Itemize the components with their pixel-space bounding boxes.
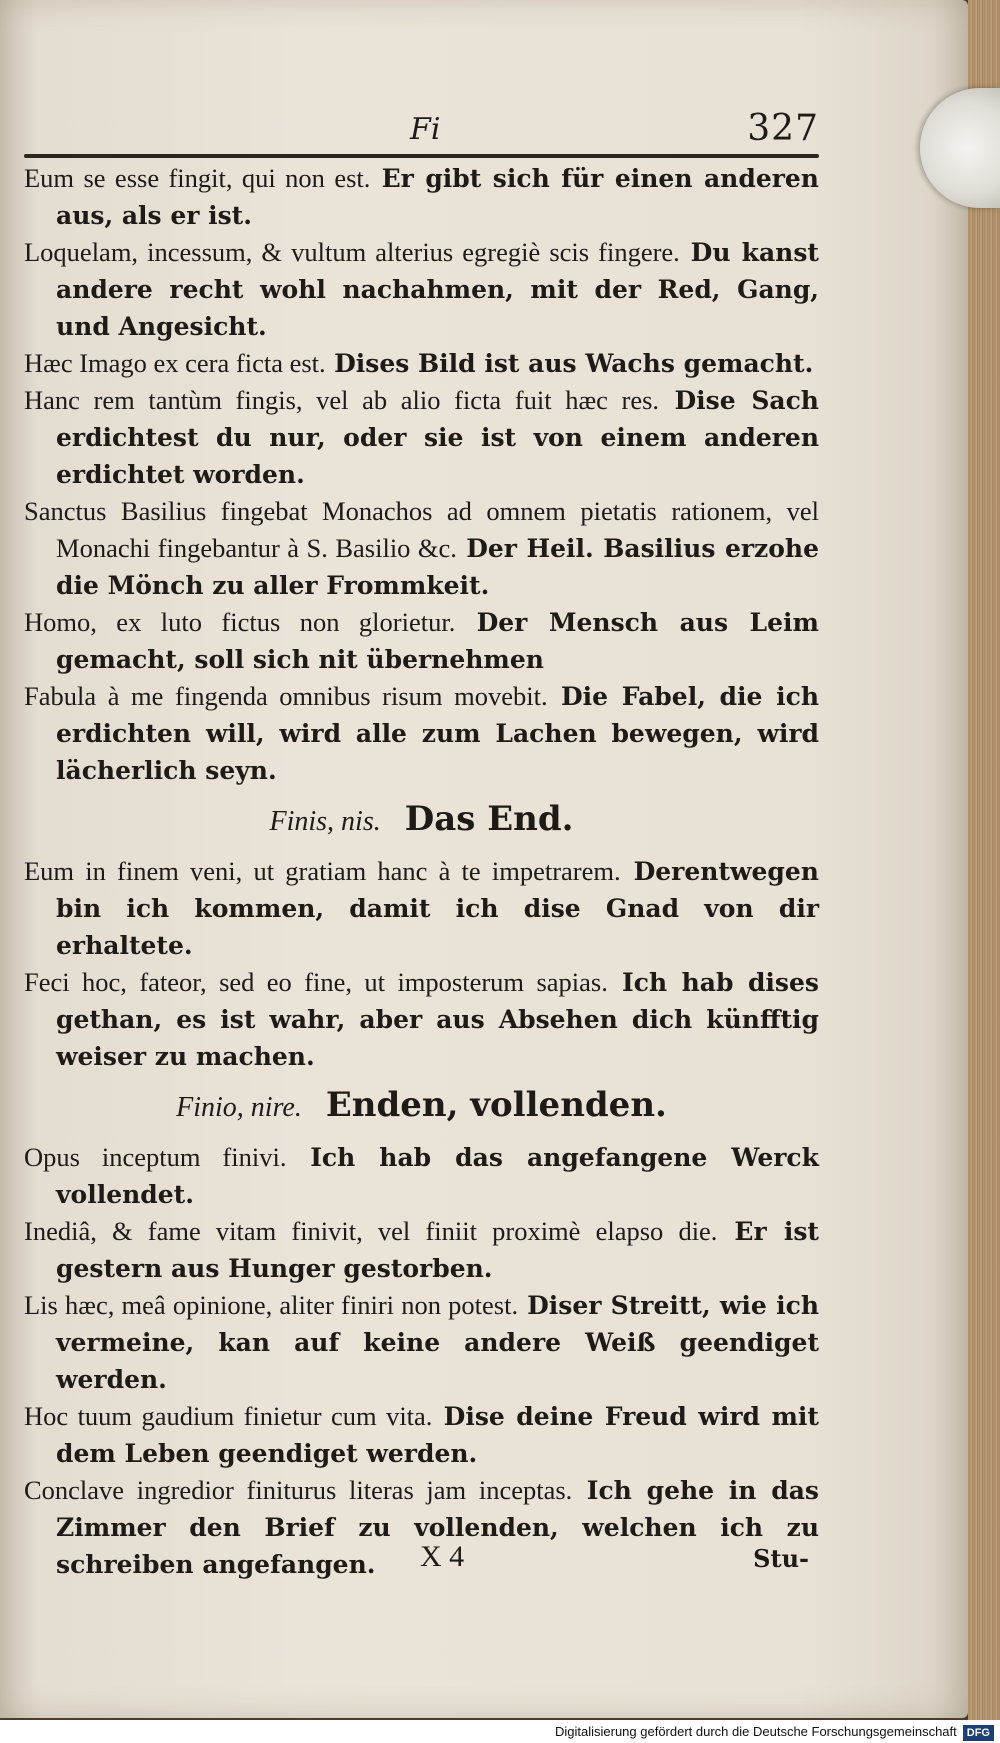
german-translation: Dises Bild ist aus Wachs gemacht.	[334, 349, 814, 378]
german-translation: Er gibt sich für einen anderen aus, als er ist.	[56, 164, 819, 230]
german-translation: Der Heil. Basilius erzohe die Mönch zu aller Frommkeit.	[56, 534, 819, 600]
page-number: 327	[747, 108, 819, 149]
entry-group-fingo	[24, 160, 819, 789]
page-body	[24, 160, 819, 1583]
dictionary-entry	[24, 853, 819, 964]
dfg-logo-icon: DFG	[963, 1725, 994, 1741]
german-translation: Der Mensch aus Leim gemacht, soll sich nit übernehmen	[56, 608, 819, 674]
dictionary-entry	[24, 493, 819, 604]
latin-phrase: Lis hæc, meâ opinione, aliter finiri non potest.	[24, 1290, 519, 1320]
latin-phrase: Eum se esse fingit, qui non est.	[24, 163, 371, 193]
dictionary-entry	[24, 1213, 819, 1287]
german-translation: Derentwegen bin ich kommen, damit ich dise Gnad von dir erhaltete.	[56, 857, 819, 960]
book-fore-edge	[968, 0, 1000, 1720]
latin-phrase: Hanc rem tantùm fingis, vel ab alio ficta fuit hæc res.	[24, 385, 660, 415]
dictionary-entry	[24, 234, 819, 345]
latin-phrase: Conclave ingredior finiturus literas jam inceptas.	[24, 1475, 573, 1505]
dictionary-entry	[24, 604, 819, 678]
latin-phrase: Inediâ, & fame vitam finivit, vel finiit proximè elapso die.	[24, 1216, 718, 1246]
latin-phrase: Hæc Imago ex cera ficta est.	[24, 348, 326, 378]
german-translation: Er ist gestern aus Hunger gestorben.	[56, 1217, 819, 1283]
dictionary-entry	[24, 1139, 819, 1213]
latin-phrase: Loquelam, incessum, & vultum alterius egregiè scis fingere.	[24, 237, 680, 267]
german-translation: Du kanst andere recht wohl nachahmen, mit der Red, Gang, und Angesicht.	[56, 238, 819, 341]
german-translation: Ich hab das angefangene Werck vollendet.	[56, 1143, 819, 1209]
dictionary-entry	[24, 1398, 819, 1472]
dictionary-entry	[24, 678, 819, 789]
section-heading-finis	[24, 795, 819, 849]
heading-german: Das End.	[404, 799, 574, 839]
page-footer	[24, 1540, 819, 1580]
dictionary-entry	[24, 345, 819, 382]
entry-group-finio	[24, 1139, 819, 1583]
dictionary-entry	[24, 1287, 819, 1398]
latin-phrase: Hoc tuum gaudium finietur cum vita.	[24, 1401, 433, 1431]
german-translation: Ich hab dises gethan, es ist wahr, aber aus Absehen dich künfftig weiser zu machen.	[56, 968, 819, 1071]
german-translation: Dise Sach erdichtest du nur, oder sie ist von einem anderen erdichtet worden.	[56, 386, 819, 489]
german-translation: Dise deine Freud wird mit dem Leben geendiget werden.	[56, 1402, 819, 1468]
section-heading-finio	[24, 1081, 819, 1135]
german-translation: Ich gehe in das Zimmer den Brief zu vollenden, welchen ich zu schreiben angefangen.	[56, 1476, 819, 1579]
digitization-credit	[0, 1720, 1000, 1743]
latin-phrase: Opus inceptum finivi.	[24, 1142, 287, 1172]
custos-catchword: Stu-	[753, 1544, 809, 1573]
german-translation: Diser Streitt, wie ich vermeine, kan auf keine andere Weiß geendiget werden.	[56, 1291, 819, 1394]
german-translation: Die Fabel, die ich erdichten will, wird alle zum Lachen bewegen, wird lächerlich seyn.	[56, 682, 819, 785]
running-header	[24, 108, 819, 156]
latin-phrase: Homo, ex luto fictus non glorietur.	[24, 607, 456, 637]
heading-latin: Finis, nis.	[269, 806, 381, 837]
dictionary-entry	[24, 382, 819, 493]
entry-group-finis	[24, 853, 819, 1075]
header-catchword: Fi	[410, 112, 441, 147]
latin-phrase: Eum in finem veni, ut gratiam hanc à te impetrarem.	[24, 856, 621, 886]
dictionary-entry	[24, 964, 819, 1075]
heading-latin: Finio, nire.	[176, 1092, 302, 1123]
latin-phrase: Feci hoc, fateor, sed eo fine, ut imposterum sapias.	[24, 967, 608, 997]
credit-text: Digitalisierung gefördert durch die Deutsche Forschungsgemeinschaft	[554, 1724, 957, 1739]
heading-german: Enden, vollenden.	[325, 1085, 667, 1125]
latin-phrase: Sanctus Basilius fingebat Monachos ad omnem pietatis rationem, vel Monachi fingebantur à S. Basilio &c.	[24, 496, 819, 563]
signature-mark: X 4	[420, 1540, 465, 1573]
dictionary-entry	[24, 160, 819, 234]
latin-phrase: Fabula à me fingenda omnibus risum movebit.	[24, 681, 548, 711]
header-rule	[24, 154, 819, 158]
